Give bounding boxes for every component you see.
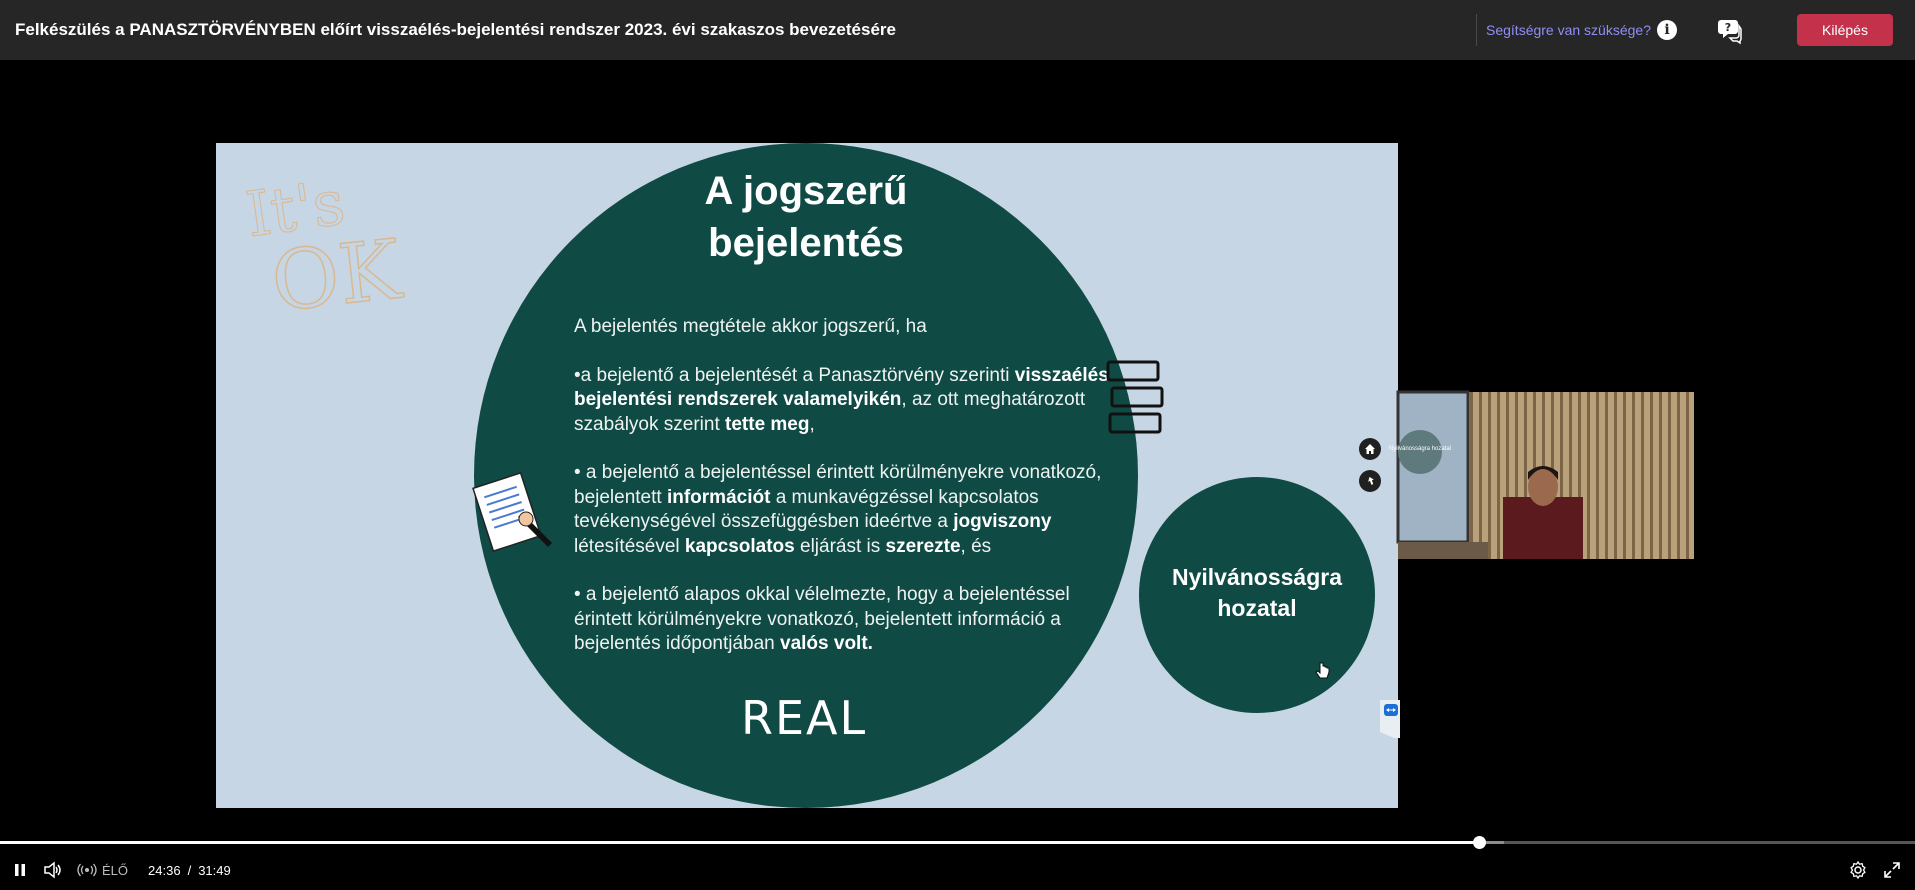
svg-text:?: ? — [1724, 21, 1732, 34]
side-circle-text — [1139, 562, 1375, 624]
its-ok-line1: It's — [241, 165, 350, 252]
slide-title-line1: A jogszerű — [704, 169, 908, 213]
speaker-webcam — [1388, 392, 1694, 559]
presentation-slide — [216, 143, 1398, 808]
live-label: ÉLŐ — [102, 862, 129, 878]
webcam-screen-text: Nyilvánosságra hozatal — [1388, 446, 1452, 452]
slide-title — [474, 165, 1138, 269]
slide-intro: A bejelentés megtétele akkor jogszerű, ha — [574, 316, 927, 337]
slide-body — [574, 315, 1114, 681]
teamviewer-icon — [1380, 700, 1400, 738]
home-icon[interactable] — [1359, 438, 1381, 460]
its-ok-line2: OK — [267, 222, 406, 331]
settings-icon[interactable] — [1849, 861, 1867, 879]
side-circle-line1: Nyilvánosságra — [1171, 564, 1343, 590]
exit-button[interactable]: Kilépés — [1797, 14, 1893, 46]
player-controls — [0, 855, 1915, 885]
document-signing-illustration — [474, 473, 574, 573]
back-icon[interactable] — [1359, 470, 1381, 492]
progress-fill — [0, 841, 1479, 844]
webcam-scene — [1388, 392, 1694, 559]
pause-icon[interactable] — [12, 863, 28, 877]
live-icon — [78, 863, 96, 877]
time-separator: / — [187, 862, 192, 878]
side-circle-line2: hozatal — [1217, 595, 1297, 621]
slide-title-line2: bejelentés — [708, 221, 904, 265]
slide-point-1: •a bejelentő a bejelentését a Panasztörvény szerinti visszaélés bejelentési rendszerek valamelyikén, az ott meghatározott szabályok szerint tette meg, — [574, 364, 1109, 435]
top-bar — [0, 0, 1915, 60]
fullscreen-icon[interactable] — [1883, 861, 1901, 879]
info-icon[interactable]: i — [1657, 20, 1677, 40]
duration: 31:49 — [198, 862, 231, 878]
chat-help-icon[interactable] — [1717, 17, 1743, 43]
slide-point-3: • a bejelentő alapos okkal vélelmezte, hogy a bejelentéssel érintett körülményekre vonatkozó, bejelentett információ a bejelentés időpontjában valós volt. — [574, 584, 1070, 654]
header-divider — [1476, 14, 1477, 46]
volume-icon[interactable] — [44, 862, 62, 878]
progress-thumb[interactable] — [1473, 836, 1486, 849]
page-title: Felkészülés a PANASZTÖRVÉNYBEN előírt visszaélés-bejelentési rendszer 2023. évi szakaszos bevezetésére — [15, 20, 896, 39]
real-logo: REAL — [741, 691, 868, 745]
slide-point-2: • a bejelentő a bejelentéssel érintett körülményekre vonatkozó, bejelentett információt a munkavégzéssel kapcsolatos tevékenységével összefüggésben ideértve a jogviszony létesítésével kapcsolatos eljárást is szerezte, és — [574, 462, 1102, 557]
hand-cursor-icon — [1315, 662, 1331, 682]
help-link[interactable]: Segítségre van szüksége? — [1486, 22, 1651, 38]
its-ok-doodle — [241, 165, 406, 331]
current-time: 24:36 — [148, 862, 181, 878]
stacked-boxes-doodle — [1104, 358, 1164, 438]
